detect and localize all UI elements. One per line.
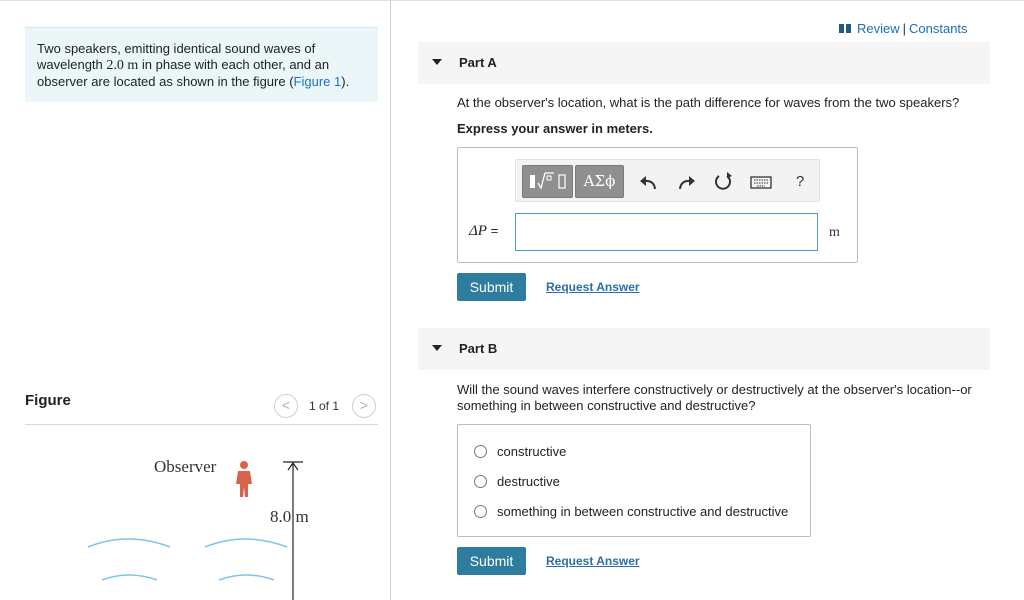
review-constants <box>839 21 968 36</box>
observer-label: Observer <box>154 457 217 476</box>
figure-svg <box>25 430 378 600</box>
figure-pager <box>274 394 378 418</box>
review-separator: | <box>902 21 907 36</box>
answer-input[interactable] <box>515 213 818 251</box>
figure-heading: Figure <box>25 392 71 409</box>
answer-lhs <box>469 223 498 240</box>
distance-arrow <box>283 462 303 600</box>
part-b-title: Part B <box>459 341 498 356</box>
answer-unit: m <box>829 225 840 240</box>
redo-icon[interactable] <box>674 170 698 194</box>
collapse-triangle-icon <box>432 345 442 351</box>
keyboard-icon[interactable] <box>749 170 773 194</box>
radio-button[interactable] <box>474 445 487 458</box>
greek-symbols-button[interactable]: ΑΣϕ <box>575 165 624 198</box>
math-toolbar <box>515 159 820 202</box>
part-a-title: Part A <box>459 55 497 70</box>
problem-statement <box>25 27 378 102</box>
problem-text-2: in phase with each other, and an observer are located as shown in the figure ( <box>37 57 330 89</box>
fraction-radical-icon <box>523 166 572 197</box>
choices-box <box>457 424 811 537</box>
reset-icon[interactable] <box>711 170 735 194</box>
figure-canvas <box>25 430 378 600</box>
radio-button[interactable] <box>474 505 487 518</box>
collapse-triangle-icon <box>432 59 442 65</box>
option-label: constructive <box>497 443 567 459</box>
part-a-question: At the observer's location, what is the path difference for waves from the two speakers? <box>457 95 960 110</box>
part-b-header[interactable] <box>418 328 990 370</box>
part-b-request-answer-link[interactable]: Request Answer <box>546 554 640 568</box>
review-link[interactable]: Review <box>857 21 900 36</box>
radio-button[interactable] <box>474 475 487 488</box>
figure-page-indicator: 1 of 1 <box>309 399 340 413</box>
option-destructive[interactable] <box>474 471 560 491</box>
lhs-equals: = <box>490 223 499 238</box>
prev-figure-button[interactable]: < <box>274 394 298 418</box>
next-figure-button[interactable]: > <box>352 394 376 418</box>
wavelength-value: 2.0 m <box>106 58 139 73</box>
templates-button[interactable] <box>522 165 573 198</box>
part-b-question: Will the sound waves interfere constructively or destructively at the observer's location--or something in between constructive and destructive? <box>457 382 972 413</box>
option-label: destructive <box>497 473 560 489</box>
part-a-submit-button[interactable]: Submit <box>457 273 526 301</box>
lhs-symbol: ΔP <box>469 223 487 239</box>
option-label: something in between constructive and destructive <box>497 503 789 519</box>
book-icon <box>839 24 851 33</box>
answer-box <box>457 147 858 263</box>
part-b-submit-button[interactable]: Submit <box>457 547 526 575</box>
part-a-request-answer-link[interactable]: Request Answer <box>546 280 640 294</box>
problem-text-3: ). <box>341 74 350 89</box>
observer-person-icon <box>236 461 252 497</box>
part-a-header[interactable] <box>418 42 990 84</box>
figure-divider <box>25 424 378 425</box>
option-constructive[interactable] <box>474 441 566 461</box>
pane-divider <box>390 0 391 600</box>
undo-icon[interactable] <box>637 170 661 194</box>
constants-link[interactable]: Constants <box>909 21 968 36</box>
sound-waves <box>88 539 287 580</box>
problem-text-1: Two speakers, emitting identical sound waves of wavelength <box>37 41 316 72</box>
option-in-between[interactable] <box>474 501 788 521</box>
left-pane <box>0 0 390 600</box>
figure-link[interactable]: Figure 1 <box>293 74 342 89</box>
distance-label: 8.0 m <box>270 507 309 526</box>
part-a-instruction: Express your answer in meters. <box>457 121 653 136</box>
help-button[interactable]: ? <box>795 173 805 190</box>
